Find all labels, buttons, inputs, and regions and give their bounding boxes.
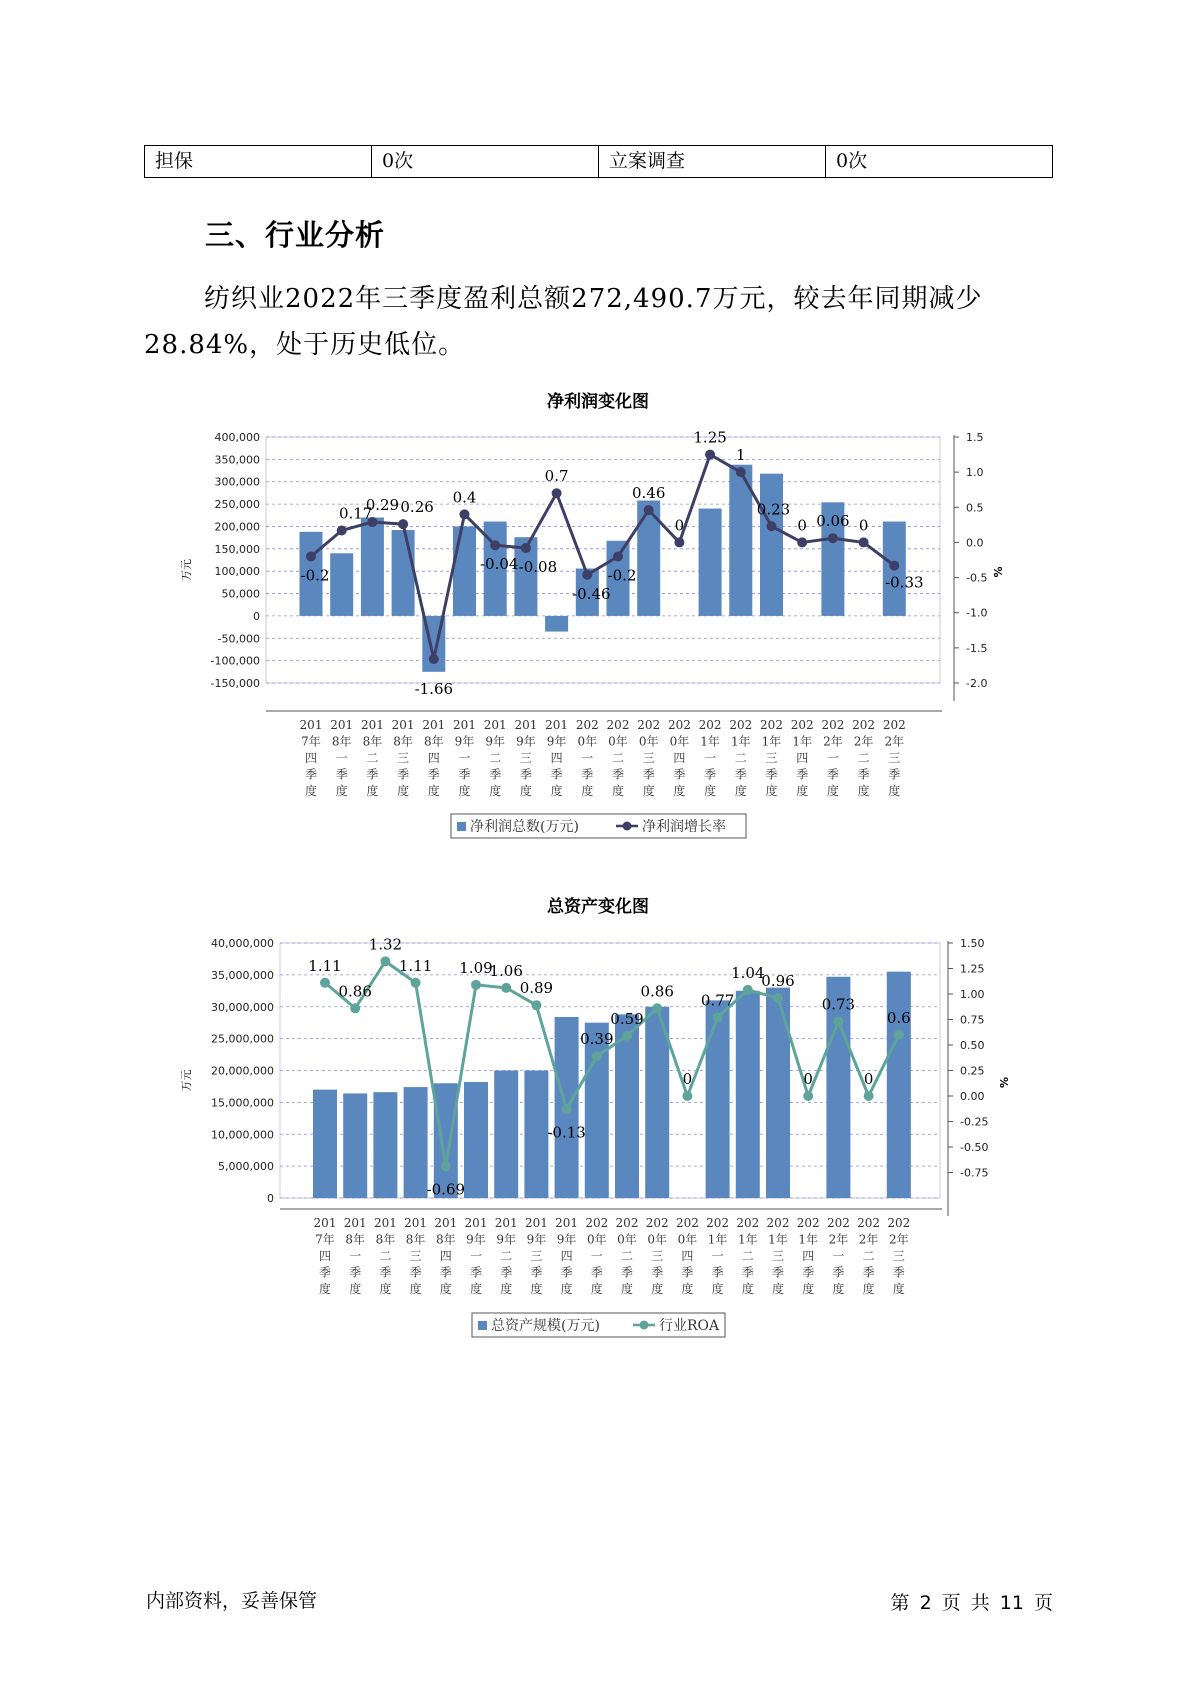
left-tick-label: 15,000,000 bbox=[211, 1096, 274, 1110]
series-point bbox=[894, 1030, 904, 1040]
data-label: 0.6 bbox=[886, 1008, 911, 1027]
legend-item-bar: 总资产规模(万元) bbox=[491, 1318, 600, 1334]
right-tick-label: -1.0 bbox=[966, 606, 988, 620]
series-point bbox=[864, 1091, 874, 1101]
x-tick-label: 201 9年四季度 bbox=[555, 1216, 579, 1296]
series-point bbox=[398, 519, 408, 529]
series-point bbox=[441, 1161, 451, 1171]
left-tick-label: -100,000 bbox=[210, 654, 260, 668]
series-point bbox=[652, 1003, 662, 1013]
right-tick-label: 1.5 bbox=[966, 431, 984, 444]
legend-item-line: 净利润增长率 bbox=[642, 819, 726, 835]
series-point bbox=[501, 983, 511, 993]
series-point bbox=[613, 551, 623, 561]
legend-bar-swatch bbox=[457, 822, 466, 831]
data-label: 0.77 bbox=[700, 991, 735, 1010]
series-point bbox=[471, 980, 481, 990]
x-tick-label: 202 1年三季度 bbox=[760, 718, 783, 798]
data-label: 0.46 bbox=[631, 484, 666, 503]
left-tick-label: 250,000 bbox=[214, 498, 260, 512]
series-point bbox=[773, 993, 783, 1003]
bar bbox=[545, 616, 568, 632]
left-tick-label: 0 bbox=[253, 609, 260, 623]
x-tick-label: 202 2年一季度 bbox=[821, 718, 845, 798]
data-label: 1.11 bbox=[308, 956, 342, 975]
legend-item-bar: 净利润总数(万元) bbox=[470, 819, 579, 835]
x-tick-label: 201 9年二季度 bbox=[483, 718, 507, 798]
table-cell: 0次 bbox=[826, 146, 1053, 178]
series-point bbox=[644, 505, 654, 515]
data-label: 1.06 bbox=[489, 961, 523, 980]
left-tick-label: 300,000 bbox=[214, 475, 260, 489]
left-tick-label: -150,000 bbox=[210, 677, 260, 690]
x-tick-label: 201 9年三季度 bbox=[524, 1216, 548, 1296]
series-point bbox=[592, 1051, 602, 1061]
bar bbox=[453, 526, 476, 615]
x-tick-label: 202 2年三季度 bbox=[882, 718, 906, 798]
chart-svg bbox=[0, 385, 1191, 845]
series-point bbox=[705, 450, 715, 460]
x-tick-label: 201 9年四季度 bbox=[545, 718, 569, 798]
x-tick-label: 201 9年二季度 bbox=[494, 1216, 518, 1296]
series-point bbox=[411, 978, 421, 988]
x-tick-label: 202 2年三季度 bbox=[887, 1216, 911, 1296]
x-tick-label: 201 9年三季度 bbox=[514, 718, 538, 798]
left-tick-label: 150,000 bbox=[214, 542, 260, 556]
data-label: 0.4 bbox=[452, 488, 477, 507]
series-point bbox=[889, 561, 899, 571]
table-cell: 0次 bbox=[372, 146, 599, 178]
series-point bbox=[531, 1000, 541, 1010]
x-tick-label: 202 0年四季度 bbox=[667, 718, 691, 798]
data-label: 1 bbox=[736, 446, 746, 465]
left-tick-label: 200,000 bbox=[214, 520, 260, 534]
data-label: -1.66 bbox=[414, 680, 454, 699]
data-label: 0.86 bbox=[338, 982, 372, 1001]
x-tick-label: 202 1年四季度 bbox=[790, 718, 814, 798]
series-point bbox=[797, 537, 807, 547]
x-tick-label: 202 1年四季度 bbox=[796, 1216, 820, 1296]
series-point bbox=[743, 985, 753, 995]
bar bbox=[706, 1000, 730, 1198]
x-tick-label: 201 8年二季度 bbox=[373, 1216, 397, 1296]
bar bbox=[361, 518, 384, 616]
table-row bbox=[145, 146, 1053, 178]
left-tick-label: 5,000,000 bbox=[218, 1160, 274, 1174]
x-tick-label: 201 8年四季度 bbox=[422, 718, 446, 798]
x-tick-label: 201 8年三季度 bbox=[404, 1216, 428, 1296]
right-axis-label: % bbox=[998, 1076, 1011, 1089]
left-tick-label: 20,000,000 bbox=[211, 1064, 274, 1078]
series-point bbox=[350, 1003, 360, 1013]
data-label: 0.23 bbox=[756, 500, 791, 519]
legend-item-line: 行业ROA bbox=[659, 1318, 720, 1334]
right-tick-label: 0.25 bbox=[960, 1064, 985, 1078]
left-tick-label: 350,000 bbox=[214, 453, 260, 467]
left-tick-label: 100,000 bbox=[214, 565, 260, 579]
right-tick-label: 1.0 bbox=[966, 466, 984, 480]
footer-page-number: 第 2 页 共 11 页 bbox=[890, 1592, 1053, 1614]
footer-confidential-note: 内部资料，妥善保管 bbox=[146, 1590, 318, 1612]
bar bbox=[464, 1082, 488, 1198]
right-tick-label: 0.00 bbox=[960, 1090, 985, 1103]
chart-title: 总资产变化图 bbox=[547, 897, 649, 917]
data-label: -0.08 bbox=[518, 558, 558, 577]
left-tick-label: 400,000 bbox=[214, 431, 260, 444]
legend-line-marker bbox=[640, 1321, 649, 1330]
right-tick-label: -0.75 bbox=[960, 1166, 989, 1180]
x-tick-label: 201 9年一季度 bbox=[464, 1216, 488, 1296]
left-tick-label: -50,000 bbox=[217, 632, 260, 646]
x-tick-label: 202 1年二季度 bbox=[729, 718, 753, 798]
table-cell: 担保 bbox=[145, 146, 372, 178]
right-tick-label: 0.50 bbox=[960, 1039, 985, 1052]
right-tick-label: -2.0 bbox=[966, 677, 988, 690]
data-label: 0 bbox=[803, 1070, 813, 1088]
x-tick-label: 202 0年二季度 bbox=[606, 718, 630, 798]
data-label: 0.17 bbox=[338, 504, 373, 523]
bar bbox=[392, 530, 415, 616]
left-tick-label: 30,000,000 bbox=[211, 1000, 274, 1014]
series-point bbox=[490, 540, 500, 550]
right-tick-label: -1.5 bbox=[966, 641, 988, 655]
x-tick-label: 202 1年一季度 bbox=[706, 1216, 730, 1296]
bar bbox=[404, 1087, 428, 1198]
analysis-paragraph: 纺织业2022年三季度盈利总额272,490.7万元，较去年同期减少28.84%，处于历史低位。 bbox=[144, 284, 983, 360]
data-label: -0.69 bbox=[426, 1180, 466, 1199]
right-tick-label: 0.5 bbox=[966, 501, 984, 515]
bar bbox=[766, 988, 790, 1198]
total-assets-chart bbox=[0, 887, 1191, 1347]
legend-bar-swatch bbox=[478, 1321, 487, 1330]
x-tick-label: 202 0年一季度 bbox=[585, 1216, 609, 1296]
data-label: -0.33 bbox=[885, 573, 924, 592]
data-label: -0.2 bbox=[300, 566, 330, 585]
table-cell: 立案调查 bbox=[599, 146, 826, 178]
series-point bbox=[337, 525, 347, 535]
data-label: 0.73 bbox=[821, 995, 856, 1014]
chart-title: 净利润变化图 bbox=[547, 392, 649, 412]
left-tick-label: 35,000,000 bbox=[211, 968, 274, 982]
left-tick-label: 10,000,000 bbox=[211, 1128, 274, 1142]
bar bbox=[887, 972, 911, 1198]
legend-line-marker bbox=[623, 822, 632, 831]
series-point bbox=[562, 1104, 572, 1114]
data-label: 0 bbox=[863, 1070, 874, 1088]
series-point bbox=[828, 533, 838, 543]
series-point bbox=[582, 570, 592, 580]
data-label: 0.59 bbox=[610, 1009, 644, 1028]
data-label: 0.29 bbox=[365, 496, 400, 515]
series-point bbox=[682, 1091, 692, 1101]
series-point bbox=[429, 654, 439, 664]
data-label: 0.7 bbox=[544, 467, 569, 486]
bar bbox=[760, 474, 783, 616]
series-point bbox=[859, 537, 869, 547]
x-tick-label: 202 1年三季度 bbox=[766, 1216, 790, 1296]
series-point bbox=[622, 1031, 632, 1041]
data-label: 1.32 bbox=[368, 935, 403, 954]
info-table bbox=[144, 145, 1053, 178]
x-tick-label: 202 2年一季度 bbox=[826, 1216, 850, 1296]
left-axis-label: 万元 bbox=[180, 1069, 193, 1092]
series-point bbox=[521, 543, 531, 553]
x-tick-label: 202 2年二季度 bbox=[852, 718, 876, 798]
x-tick-label: 201 8年二季度 bbox=[360, 718, 384, 798]
data-label: 0.89 bbox=[519, 979, 554, 998]
data-label: -0.46 bbox=[572, 584, 611, 603]
right-tick-label: 1.50 bbox=[960, 937, 985, 950]
series-point bbox=[803, 1091, 813, 1101]
right-tick-label: -0.50 bbox=[960, 1141, 989, 1154]
bar bbox=[343, 1093, 367, 1198]
bar bbox=[373, 1092, 397, 1198]
x-tick-label: 201 8年三季度 bbox=[391, 718, 415, 798]
data-label: 0.39 bbox=[580, 1030, 614, 1049]
right-tick-label: -0.25 bbox=[960, 1115, 989, 1129]
series-point bbox=[380, 956, 390, 966]
data-label: 1.11 bbox=[398, 956, 433, 975]
right-tick-label: 1.00 bbox=[960, 988, 985, 1001]
left-tick-label: 40,000,000 bbox=[211, 937, 274, 950]
data-label: 0.06 bbox=[816, 512, 850, 531]
data-label: 0.26 bbox=[400, 498, 434, 517]
left-tick-label: 50,000 bbox=[221, 587, 260, 601]
right-tick-label: 1.25 bbox=[960, 962, 985, 976]
series-point bbox=[833, 1017, 843, 1027]
series-point bbox=[306, 551, 316, 561]
series-point bbox=[767, 521, 777, 531]
data-label: 1.25 bbox=[693, 428, 727, 447]
data-label: 0.86 bbox=[640, 982, 674, 1001]
x-tick-label: 202 0年一季度 bbox=[575, 718, 599, 798]
left-axis-label: 万元 bbox=[180, 559, 193, 581]
bar bbox=[330, 553, 353, 616]
left-tick-label: 25,000,000 bbox=[211, 1032, 274, 1046]
data-label: 1.09 bbox=[459, 958, 493, 977]
x-tick-label: 201 7年四季度 bbox=[299, 718, 323, 798]
x-tick-label: 202 0年三季度 bbox=[645, 1216, 669, 1296]
x-tick-label: 202 0年三季度 bbox=[637, 718, 661, 798]
data-label: -0.13 bbox=[547, 1123, 586, 1142]
data-label: -0.2 bbox=[607, 566, 637, 585]
series-point bbox=[674, 537, 684, 547]
left-tick-label: 0 bbox=[267, 1192, 274, 1205]
right-tick-label: -0.5 bbox=[966, 571, 988, 585]
right-axis-label: % bbox=[992, 566, 1005, 578]
x-tick-label: 202 2年二季度 bbox=[857, 1216, 881, 1296]
right-tick-label: 0.0 bbox=[966, 536, 984, 550]
x-tick-label: 201 7年四季度 bbox=[313, 1216, 337, 1296]
data-label: 0.96 bbox=[761, 972, 795, 991]
right-tick-label: 0.75 bbox=[960, 1013, 985, 1027]
bar bbox=[524, 1071, 548, 1199]
series-point bbox=[320, 978, 330, 988]
series-point bbox=[460, 509, 470, 519]
x-tick-label: 201 8年一季度 bbox=[343, 1216, 367, 1296]
series-point bbox=[713, 1012, 723, 1022]
x-tick-label: 202 0年二季度 bbox=[615, 1216, 639, 1296]
data-label: 0 bbox=[682, 1070, 693, 1088]
data-label: 0 bbox=[674, 516, 685, 535]
bar bbox=[736, 991, 760, 1198]
x-tick-label: 201 8年四季度 bbox=[434, 1216, 458, 1296]
chart-svg bbox=[0, 887, 1191, 1347]
series-point bbox=[736, 467, 746, 477]
bar bbox=[313, 1090, 337, 1198]
x-tick-label: 202 1年二季度 bbox=[736, 1216, 760, 1296]
x-tick-label: 202 1年一季度 bbox=[698, 718, 722, 798]
data-label: 1.04 bbox=[731, 963, 765, 982]
x-tick-label: 202 0年四季度 bbox=[675, 1216, 699, 1296]
x-tick-label: 201 9年一季度 bbox=[453, 718, 476, 798]
data-label: 0 bbox=[858, 516, 869, 535]
x-tick-label: 201 8年一季度 bbox=[330, 718, 354, 798]
data-label: 0 bbox=[797, 516, 807, 535]
section-title: 三、行业分析 bbox=[205, 218, 386, 252]
bar bbox=[494, 1071, 518, 1199]
net-profit-chart bbox=[0, 385, 1191, 845]
data-label: -0.04 bbox=[479, 555, 519, 574]
series-point bbox=[552, 488, 562, 498]
bar bbox=[699, 509, 722, 616]
